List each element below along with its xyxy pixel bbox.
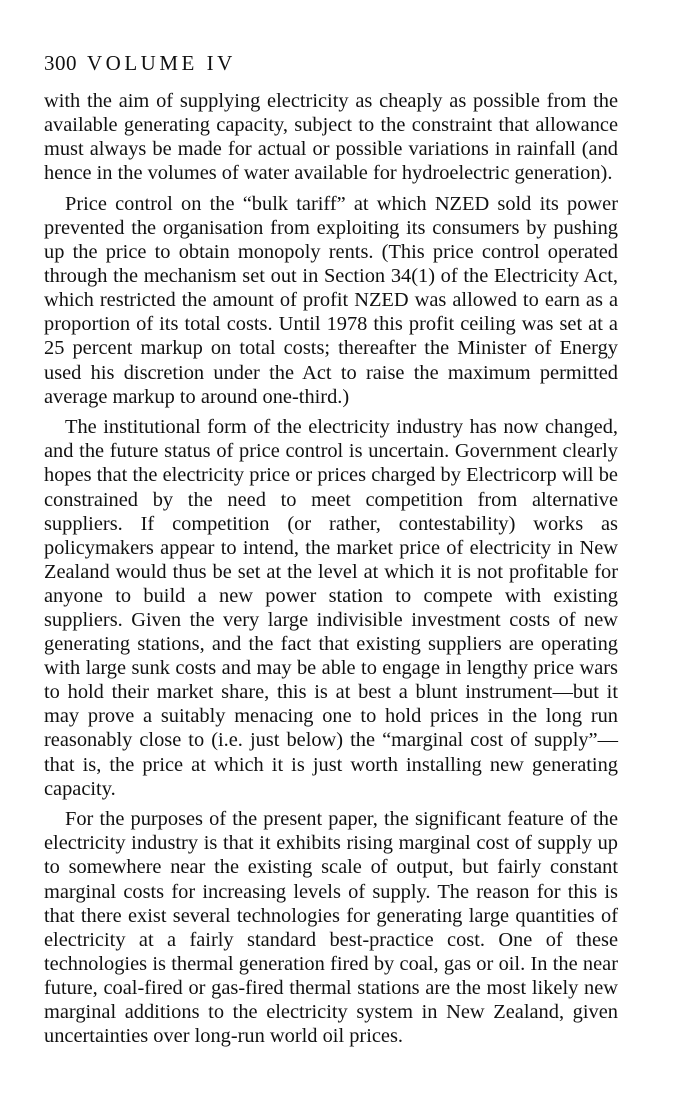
volume-label: VOLUME IV xyxy=(87,51,236,75)
document-page xyxy=(44,50,618,1048)
paragraph-continued: with the aim of supplying electricity as cheaply as possible from the available generating capacity, subject to the constraint that allowance must always be made for actual or possible variations in rainfall (and hence in the volumes of water available for hydroelectric generation). xyxy=(44,90,618,185)
running-head xyxy=(44,50,618,76)
paragraph-institutional-form: The institutional form of the electricity industry has now changed, and the future status of price control is uncertain. Government clearly hopes that the electricity price or prices charged by Electricorp will be constrained by the need to meet competition from alternative suppliers. If competition (or rather, contestability) works as policymakers appear to intend, the market price of electricity in New Zealand would thus be set at the level at which it is not profitable for anyone to build a new power station to compete with existing suppliers. Given the very large indivisible investment costs of new generating stations, and the fact that existing suppliers are operating with large sunk costs and may be able to engage in lengthy price wars to hold their market share, this is at best a blunt instrument—but it may prove a suitably menacing one to hold prices in the long run reasonably close to (i.e. just below) the “marginal cost of supply”—that is, the price at which it is just worth installing new generating capacity. xyxy=(44,416,618,800)
paragraph-marginal-cost: For the purposes of the present paper, the significant feature of the electricity industry is that it exhibits rising marginal cost of supply up to somewhere near the existing scale of output, but fairly constant marginal costs for increasing levels of supply. The reason for this is that there exist several technologies for generating large quantities of electricity at a fairly standard best-practice cost. One of these technologies is thermal generation fired by coal, gas or oil. In the near future, coal-fired or gas-fired thermal stations are the most likely new marginal additions to the electricity system in New Zealand, given uncertainties over long-run world oil prices. xyxy=(44,808,618,1048)
page-number: 300 xyxy=(44,51,77,75)
paragraph-price-control: Price control on the “bulk tariff” at which NZED sold its power prevented the organisation from exploiting its consumers by pushing up the price to obtain monopoly rents. (This price control operated through the mechanism set out in Section 34(1) of the Electricity Act, which restricted the amount of profit NZED was allowed to earn as a proportion of its total costs. Until 1978 this profit ceiling was set at a 25 percent markup on total costs; thereafter the Minister of Energy used his discretion under the Act to raise the maximum permitted average markup to around one-third.) xyxy=(44,192,618,408)
